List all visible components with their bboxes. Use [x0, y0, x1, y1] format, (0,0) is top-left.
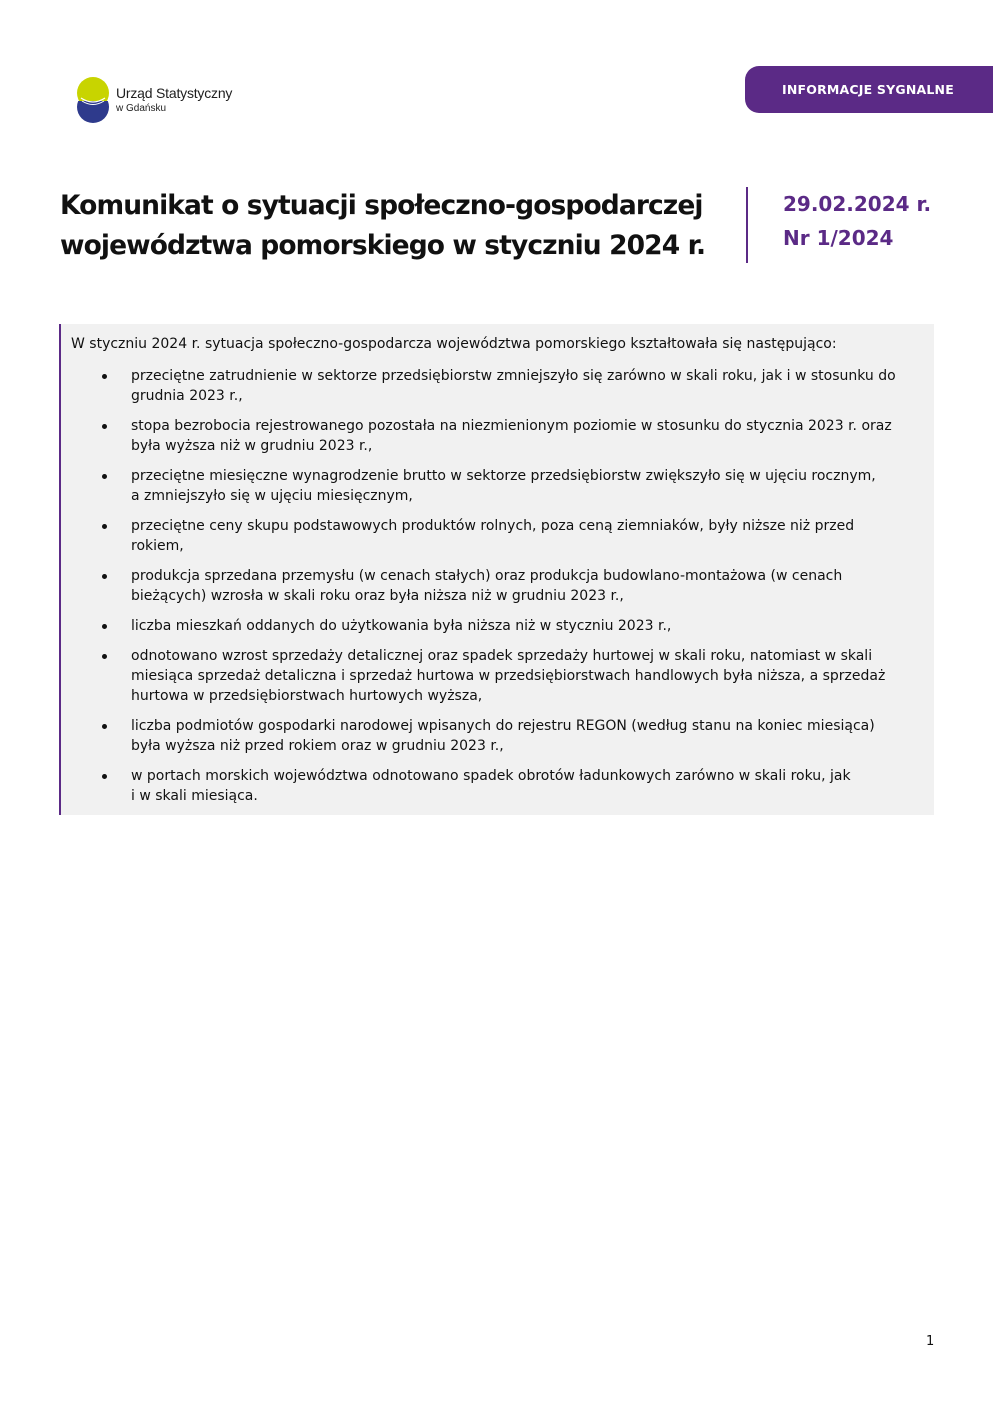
list-item-line: była wyższa niż w grudniu 2023 r.,	[131, 438, 373, 454]
summary-box	[59, 324, 934, 815]
list-item	[61, 416, 934, 456]
list-item	[61, 766, 934, 806]
page-title-line: Komunikat o sytuacji społeczno-gospodarczej	[60, 190, 703, 221]
bullet-icon	[102, 424, 107, 429]
list-item	[61, 566, 934, 606]
list-item	[61, 616, 934, 636]
bullet-icon	[102, 624, 107, 629]
list-item	[61, 716, 934, 756]
bullet-icon	[102, 654, 107, 659]
list-item-line: rokiem,	[131, 538, 184, 554]
bullet-icon	[102, 774, 107, 779]
logo-name: Urząd Statystyczny	[116, 85, 233, 101]
list-item-line: produkcja sprzedana przemysłu (w cenach stałych) oraz produkcja budowlano-montażowa (w cenach	[131, 568, 843, 584]
bullet-icon	[102, 574, 107, 579]
publication-meta	[783, 187, 931, 255]
list-item-line: a zmniejszyło się w ujęciu miesięcznym,	[131, 488, 413, 504]
list-item	[61, 516, 934, 556]
list-item-line: liczba podmiotów gospodarki narodowej wpisanych do rejestru REGON (według stanu na koniec miesiąca)	[131, 718, 875, 734]
bullet-icon	[102, 374, 107, 379]
list-item	[61, 366, 934, 406]
logo-subname: w Gdańsku	[116, 103, 167, 114]
publication-date: 29.02.2024 r.	[783, 192, 932, 216]
bullet-icon	[102, 524, 107, 529]
list-item-line: w portach morskich województwa odnotowano spadek obrotów ładunkowych zarówno w skali roku, jak	[131, 768, 851, 784]
bullet-icon	[102, 474, 107, 479]
list-item-line: przeciętne zatrudnienie w sektorze przedsiębiorstw zmniejszyło się zarówno w skali roku, jak i w stosunku do	[131, 368, 896, 384]
list-item	[61, 646, 934, 706]
publication-number: Nr 1/2024	[783, 226, 894, 250]
list-item-line: grudnia 2023 r.,	[131, 388, 243, 404]
list-item-line: bieżących) wzrosła w skali roku oraz była niższa niż w grudniu 2023 r.,	[131, 588, 624, 604]
section-badge: INFORMACJE SYGNALNE	[745, 66, 993, 113]
logo	[76, 76, 276, 126]
list-item-line: przeciętne miesięczne wynagrodzenie brutto w sektorze przedsiębiorstw zwiększyło się w ujęciu rocznym,	[131, 468, 876, 484]
title-divider	[746, 187, 748, 263]
list-item-line: hurtowa w przedsiębiorstwach hurtowych wyższa,	[131, 688, 483, 704]
page-number: 1	[926, 1334, 935, 1349]
list-item-line: przeciętne ceny skupu podstawowych produktów rolnych, poza ceną ziemniaków, były niższe niż przed	[131, 518, 855, 534]
summary-intro: W styczniu 2024 r. sytuacja społeczno-gospodarcza województwa pomorskiego kształtowała się następująco:	[71, 336, 837, 352]
list-item-line: odnotowano wzrost sprzedaży detalicznej oraz spadek sprzedaży hurtowej w skali roku, natomiast w skali	[131, 648, 873, 664]
summary-list	[61, 366, 934, 816]
list-item	[61, 466, 934, 506]
list-item-line: stopa bezrobocia rejestrowanego pozostała na niezmienionym poziomie w stosunku do stycznia 2023 r. oraz	[131, 418, 892, 434]
page-title	[60, 186, 730, 266]
list-item-line: i w skali miesiąca.	[131, 788, 258, 804]
page-title-line: województwa pomorskiego w styczniu 2024 r.	[60, 230, 706, 261]
bullet-icon	[102, 724, 107, 729]
list-item-line: liczba mieszkań oddanych do użytkowania była niższa niż w styczniu 2023 r.,	[131, 618, 672, 634]
list-item-line: była wyższa niż przed rokiem oraz w grudniu 2023 r.,	[131, 738, 504, 754]
logo-mark-icon	[76, 76, 110, 124]
list-item-line: miesiąca sprzedaż detaliczna i sprzedaż hurtowa w przedsiębiorstwach handlowych była niższa, a sprzedaż	[131, 668, 886, 684]
